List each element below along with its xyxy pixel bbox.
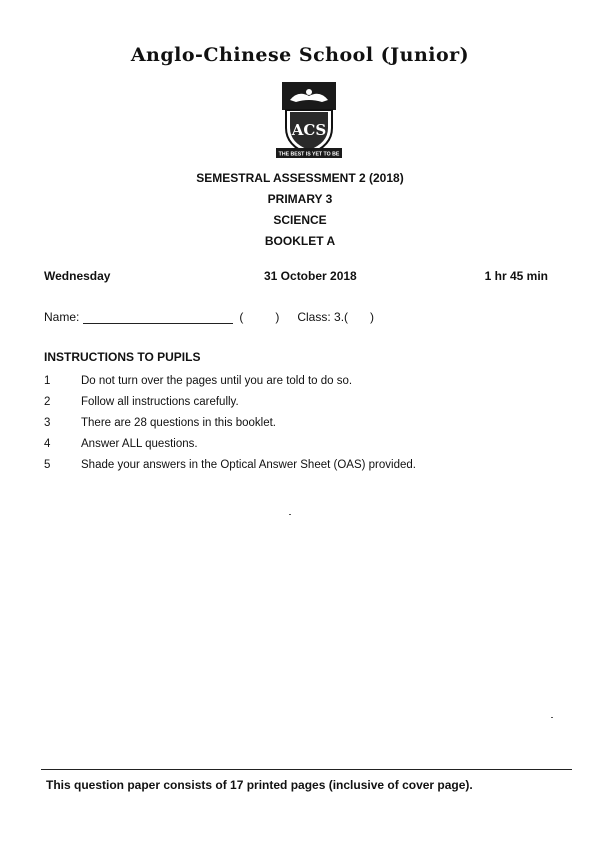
svg-text:ACS: ACS — [291, 121, 327, 139]
instruction-text: Do not turn over the pages until you are told to do so. — [81, 375, 353, 388]
instruction-number: 3 — [44, 416, 51, 429]
class-paren-close: ) — [370, 310, 375, 324]
instructions-title: INSTRUCTIONS TO PUPILS — [44, 350, 201, 364]
school-name: Anglo-Chinese School (Junior) — [130, 44, 470, 66]
exam-title: SEMESTRAL ASSESSMENT 2 (2018) — [196, 171, 404, 185]
instruction-text: There are 28 questions in this booklet. — [81, 416, 276, 429]
instruction-text: Follow all instructions carefully. — [81, 396, 239, 409]
instruction-number: 4 — [44, 437, 51, 450]
instruction-item — [44, 371, 564, 392]
exam-booklet: BOOKLET A — [264, 234, 336, 248]
instructions-list — [44, 371, 564, 475]
class-label: Class: 3.( — [297, 310, 349, 324]
instruction-number: 1 — [44, 375, 51, 388]
exam-day: Wednesday — [44, 269, 111, 283]
scan-speck — [551, 717, 553, 718]
instruction-number: 5 — [44, 458, 51, 471]
instruction-item — [44, 433, 564, 454]
name-label: Name: — [44, 310, 80, 324]
student-info-row — [44, 310, 374, 324]
footer-divider — [41, 769, 572, 770]
footer-note: This question paper consists of 17 printed pages (inclusive of cover page). — [46, 778, 473, 792]
exam-duration: 1 hr 45 min — [484, 269, 548, 283]
instruction-text: Answer ALL questions. — [81, 437, 198, 450]
instruction-text: Shade your answers in the Optical Answer Sheet (OAS) provided. — [81, 458, 416, 471]
index-paren-close: ) — [275, 310, 280, 324]
instruction-item — [44, 413, 564, 434]
exam-level: PRIMARY 3 — [267, 192, 333, 206]
instruction-item — [44, 454, 564, 475]
instruction-item — [44, 392, 564, 413]
instruction-number: 2 — [44, 396, 51, 409]
exam-date: 31 October 2018 — [264, 269, 357, 283]
school-crest-logo — [272, 80, 346, 164]
name-field-line[interactable] — [83, 313, 233, 324]
index-paren-open: ( — [239, 310, 244, 324]
svg-text:THE BEST IS YET TO BE: THE BEST IS YET TO BE — [278, 151, 340, 158]
exam-subject: SCIENCE — [273, 213, 327, 227]
scan-speck — [289, 514, 291, 515]
